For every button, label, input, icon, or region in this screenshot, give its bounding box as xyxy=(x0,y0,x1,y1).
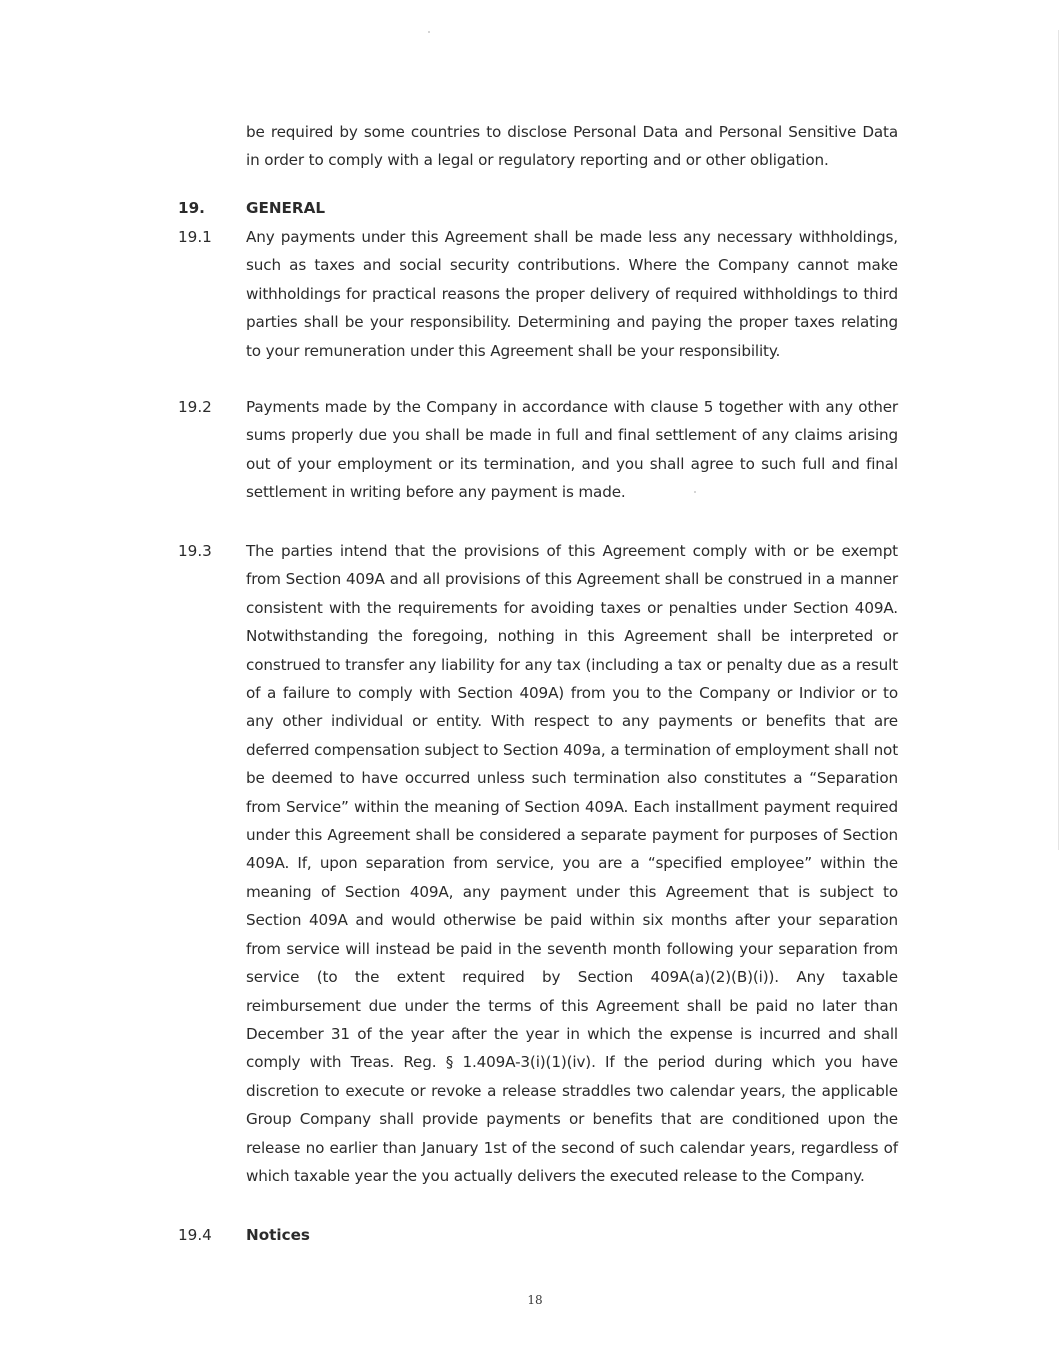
section-title: GENERAL xyxy=(246,199,326,217)
intro-paragraph: be required by some countries to disclose Personal Data and Personal Sensitive Data in order to comply with a legal or regulatory reporting and or other obligation. xyxy=(246,123,898,170)
clause-number: 19.2 xyxy=(178,398,212,416)
clause-number: 19.3 xyxy=(178,542,212,560)
clause-heading-notices: Notices xyxy=(246,1226,310,1244)
clause-number: 19.1 xyxy=(178,228,212,246)
section-number: 19. xyxy=(178,199,205,217)
page-number: 18 xyxy=(527,1293,543,1307)
clause-text: Payments made by the Company in accordance with clause 5 together with any other sums properly due you shall be made in full and final settlement of any claims arising out of your employment or its termination, and you shall agree to such full and final settlement in writing before any payment is made. xyxy=(246,398,898,502)
clause-text: The parties intend that the provisions of this Agreement comply with or be exempt from Section 409A and all provisions of this Agreement shall be construed in a manner consistent with the requirements for avoiding taxes or penalties under Section 409A. Notwithstanding the foregoing, nothing in this Agreement shall be interpreted or construed to transfer any liability for any tax (including a tax or penalty due as a result of a failure to comply with Section 409A) from you to the Company or Indivior or to any other individual or entity. With respect to any payments or benefits that are deferred compensation subject to Section 409a, a termination of employment shall not be deemed to have occurred unless such termination also constitutes a “Separation from Service” within the meaning of Section 409A. Each installment payment required under this Agreement shall be considered a separate payment for purposes of Section 409A. If, upon separation from service, you are a “specified employee” within the meaning of Section 409A, any payment under this Agreement that is subject to Section 409A and would otherwise be paid within six months after your separation from service will instead be paid in the seventh month following your separation from service (to the extent required by Section 409A(a)(2)(B)(i)). Any taxable reimbursement due under the terms of this Agreement shall be paid no later than December 31 of the year after the year in which the expense is incurred and shall comply with Treas. Reg. § 1.409A-3(i)(1)(iv). If the period during which you have discretion to execute or revoke a release straddles two calendar years, the applicable Group Company shall provide payments or benefits that are conditioned upon the release no earlier than January 1st of the second of such calendar years, regardless of which taxable year the you actually delivers the executed release to the Company. xyxy=(246,542,898,1185)
scan-speck xyxy=(428,31,430,33)
clause-text: Any payments under this Agreement shall be made less any necessary withholdings, such as taxes and social security contributions. Where the Company cannot make withholdings for practical reasons the proper delivery of required withholdings to third parties shall be your responsibility. Determining and paying the proper taxes relating to your remuneration under this Agreement shall be your responsibility. xyxy=(246,228,898,360)
clause-number: 19.4 xyxy=(178,1226,212,1244)
